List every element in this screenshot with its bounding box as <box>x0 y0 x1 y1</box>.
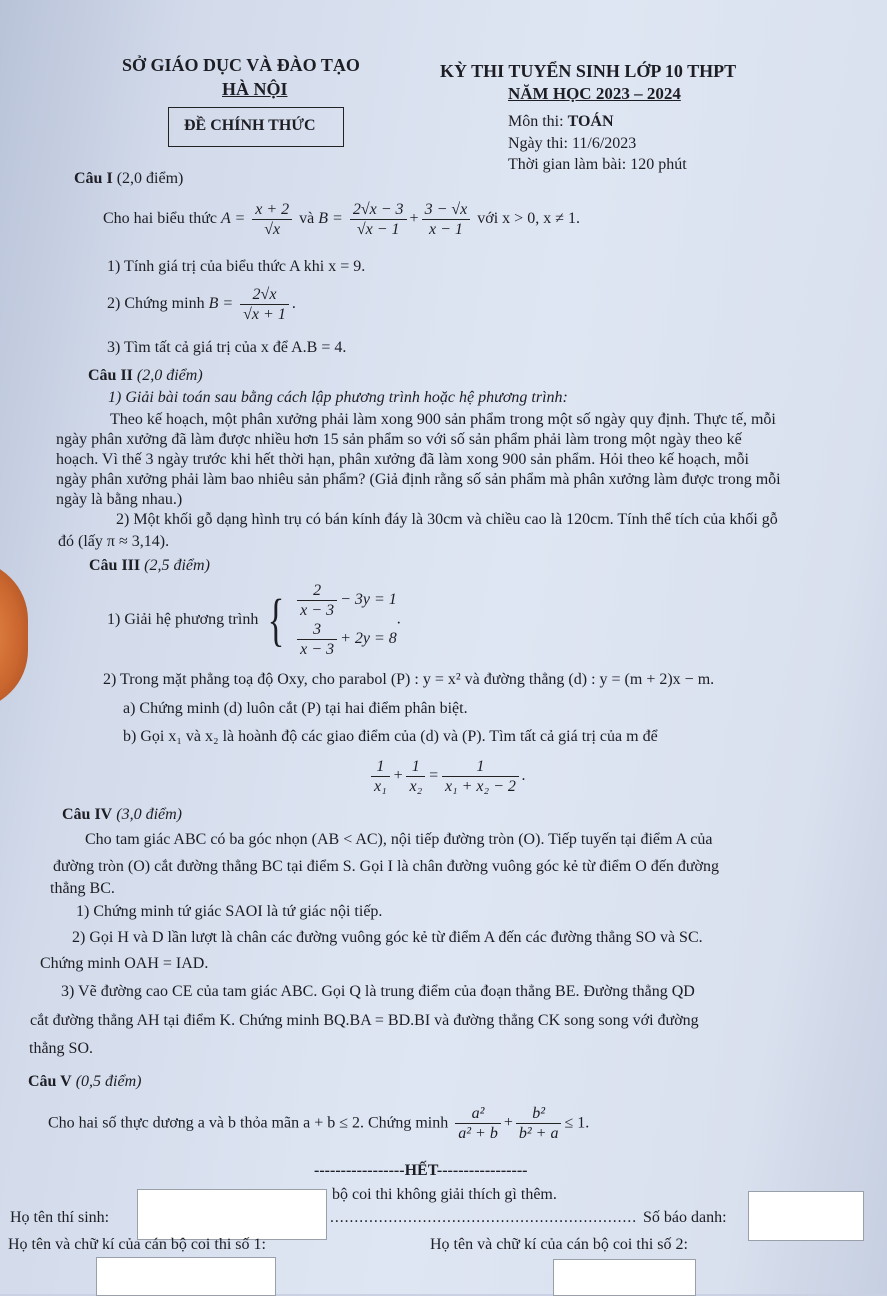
q4-line: cắt đường thẳng AH tại điểm K. Chứng minh BQ.BA = BD.BI và đường thẳng CK song song với đường <box>30 1012 699 1029</box>
q1-item3: 3) Tìm tất cả giá trị của x để A.B = 4. <box>107 339 347 356</box>
q3-item2: 2) Trong mặt phẳng toạ độ Oxy, cho parabol (P) : y = x² và đường thẳng (d) : y = (m + 2)x − m. <box>103 671 715 688</box>
candidate-name-label: Họ tên thí sinh: <box>10 1209 110 1226</box>
equation-1: $\frac{2}{x - 3}$ − 3y = 1 <box>294 581 397 620</box>
q2-problem <box>56 410 846 510</box>
frac-B2: $\frac{3 - √x}{x - 1}$ <box>422 200 471 239</box>
q4-line: thẳng BC. <box>50 880 115 897</box>
frac-A: $\frac{x + 2}{√x}$ <box>252 200 292 239</box>
official-label: ĐỀ CHÍNH THỨC <box>184 117 316 134</box>
end-mark: -----------------HẾT----------------- <box>314 1162 528 1179</box>
frac-B1: $\frac{2√x - 3}{√x - 1}$ <box>350 200 407 239</box>
q2-problem-line: ngày phân xưởng đã làm được nhiều hơn 15 sản phẩm so với số sản phẩm phải làm trong một ngày theo kế <box>56 431 742 448</box>
redaction-box <box>748 1191 864 1241</box>
q4-line: thẳng SO. <box>29 1040 93 1057</box>
candidate-name-dots: ............................................................... <box>330 1209 638 1226</box>
school-year: NĂM HỌC 2023 – 2024 <box>508 84 681 103</box>
q4-line: đường tròn (O) cắt đường thẳng BC tại điểm S. Gọi I là chân đường vuông góc kẻ từ điểm O đến đường <box>53 858 719 875</box>
q3-item2a: a) Chứng minh (d) luôn cắt (P) tại hai điểm phân biệt. <box>123 700 468 717</box>
q4-item1: 1) Chứng minh tứ giác SAOI là tứ giác nội tiếp. <box>76 903 383 920</box>
q4-line: Cho tam giác ABC có ba góc nhọn (AB < AC), nội tiếp đường tròn (O). Tiếp tuyến tại điểm A của <box>85 831 713 848</box>
exam-duration: Thời gian làm bài: 120 phút <box>508 156 687 173</box>
department-line1: SỞ GIÁO DỤC VÀ ĐÀO TẠO <box>122 55 360 75</box>
q2-item2-line1: 2) Một khối gỗ dạng hình trụ có bán kính đáy là 30cm và chiều cao là 120cm. Tính thể tích của khối gỗ <box>116 511 778 528</box>
q3-heading: Câu III (2,5 điểm) <box>89 557 210 574</box>
q5-statement: Cho hai số thực dương a và b thỏa mãn a + b ≤ 2. Chứng minh $\frac{\text{a²}}{\text{a² + b}}$ + $\frac{\text{b²}}{\text{b² + a}}$ ≤ 1. <box>48 1105 590 1142</box>
q1-condition: với x > 0, x ≠ 1. <box>477 210 580 228</box>
redaction-box <box>553 1259 696 1296</box>
q1-and: và <box>299 210 315 228</box>
q4-item2-prove: Chứng minh OAH = IAD. <box>40 955 209 972</box>
q4-item2: 2) Gọi H và D lần lượt là chân các đường vuông góc kẻ từ điểm A đến các đường thẳng SO và SC. <box>72 929 703 946</box>
q4-item3: 3) Vẽ đường cao CE của tam giác ABC. Gọi Q là trung điểm của đoạn thẳng BE. Đường thẳng QD <box>61 983 695 1000</box>
q1-item2: 2) Chứng minh B = $\frac{2√x}{√x + 1}$ . <box>107 286 296 323</box>
q1-item1: 1) Tính giá trị của biểu thức A khi x = 9. <box>107 258 366 275</box>
q2-problem-line: ngày là bằng nhau.) <box>56 491 183 508</box>
redaction-box <box>96 1257 276 1296</box>
subject-label: Môn thi: <box>508 113 568 130</box>
frac-item2: $\frac{2√x}{√x + 1}$ <box>240 285 289 324</box>
q2-problem-line: Theo kế hoạch, một phân xưởng phải làm xong 900 sản phẩm trong một số ngày quy định. Thực tế, mỗi <box>110 411 776 428</box>
q1-intro: Cho hai biểu thức A = $\frac{x + 2}{√x}$ và B = $\frac{2√x - 3}{√x - 1}$ + $\frac{3 - √x}{x - 1}$ với x > 0, x ≠ 1. <box>103 201 580 238</box>
q3-item1: 1) Giải hệ phương trình { $\frac{2}{x - 3}$ − 3y = 1 $\frac{3}{x - 3}$ + 2y = 8 . <box>107 582 401 658</box>
q1-points: (2,0 điểm) <box>112 170 184 187</box>
subject-value: TOÁN <box>567 113 614 130</box>
proctor-note: bộ coi thi không giải thích gì thêm. <box>332 1186 557 1203</box>
equation-system <box>294 581 397 659</box>
q3-item2b: b) Gọi x₁ và x₂ là hoành độ các giao điểm của (d) và (P). Tìm tất cả giá trị của m để <box>123 728 658 745</box>
q2-problem-line: ngày phân xưởng phải làm bao nhiêu sản phẩm? (Giả định rằng số sản phẩm mà phân xưởng làm được trong mỗi <box>56 471 781 488</box>
exam-date: Ngày thi: 11/6/2023 <box>508 135 637 152</box>
registration-label: Số báo danh: <box>643 1209 727 1226</box>
q1-heading <box>74 170 183 188</box>
department-line2: HÀ NỘI <box>222 79 288 99</box>
q2-problem-line: hoạch. Vì thế 3 ngày trước khi hết thời hạn, phân xưởng đã làm xong 900 sản phẩm. Hỏi theo kế hoạch, mỗi <box>56 451 749 468</box>
redaction-box <box>137 1189 327 1240</box>
equation-2: $\frac{3}{x - 3}$ + 2y = 8 <box>294 620 397 659</box>
q2-item1-intro: 1) Giải bài toán sau bằng cách lập phương trình hoặc hệ phương trình: <box>108 389 568 406</box>
proctor1-label: Họ tên và chữ kí của cán bộ coi thi số 1: <box>8 1236 266 1253</box>
q2-item2-line2: đó (lấy π ≈ 3,14). <box>58 533 170 550</box>
q3-condition-equation: $\frac{1}{\text{x₁}}$ + $\frac{1}{\text{x₂}}$ = $\frac{1}{\text{x₁ + x₂ − 2}}$ . <box>368 757 526 796</box>
q1-title: Câu I <box>74 170 113 187</box>
system-brace: { <box>267 587 285 652</box>
proctor2-label: Họ tên và chữ kí của cán bộ coi thi số 2: <box>430 1236 688 1253</box>
exam-title: KỲ THI TUYỂN SINH LỚP 10 THPT <box>440 61 737 81</box>
q4-heading: Câu IV (3,0 điểm) <box>62 806 182 823</box>
q5-heading: Câu V (0,5 điểm) <box>28 1073 142 1090</box>
q2-heading: Câu II (2,0 điểm) <box>88 367 203 384</box>
q1-intro-text: Cho hai biểu thức <box>103 210 217 228</box>
subject-line <box>508 113 614 131</box>
